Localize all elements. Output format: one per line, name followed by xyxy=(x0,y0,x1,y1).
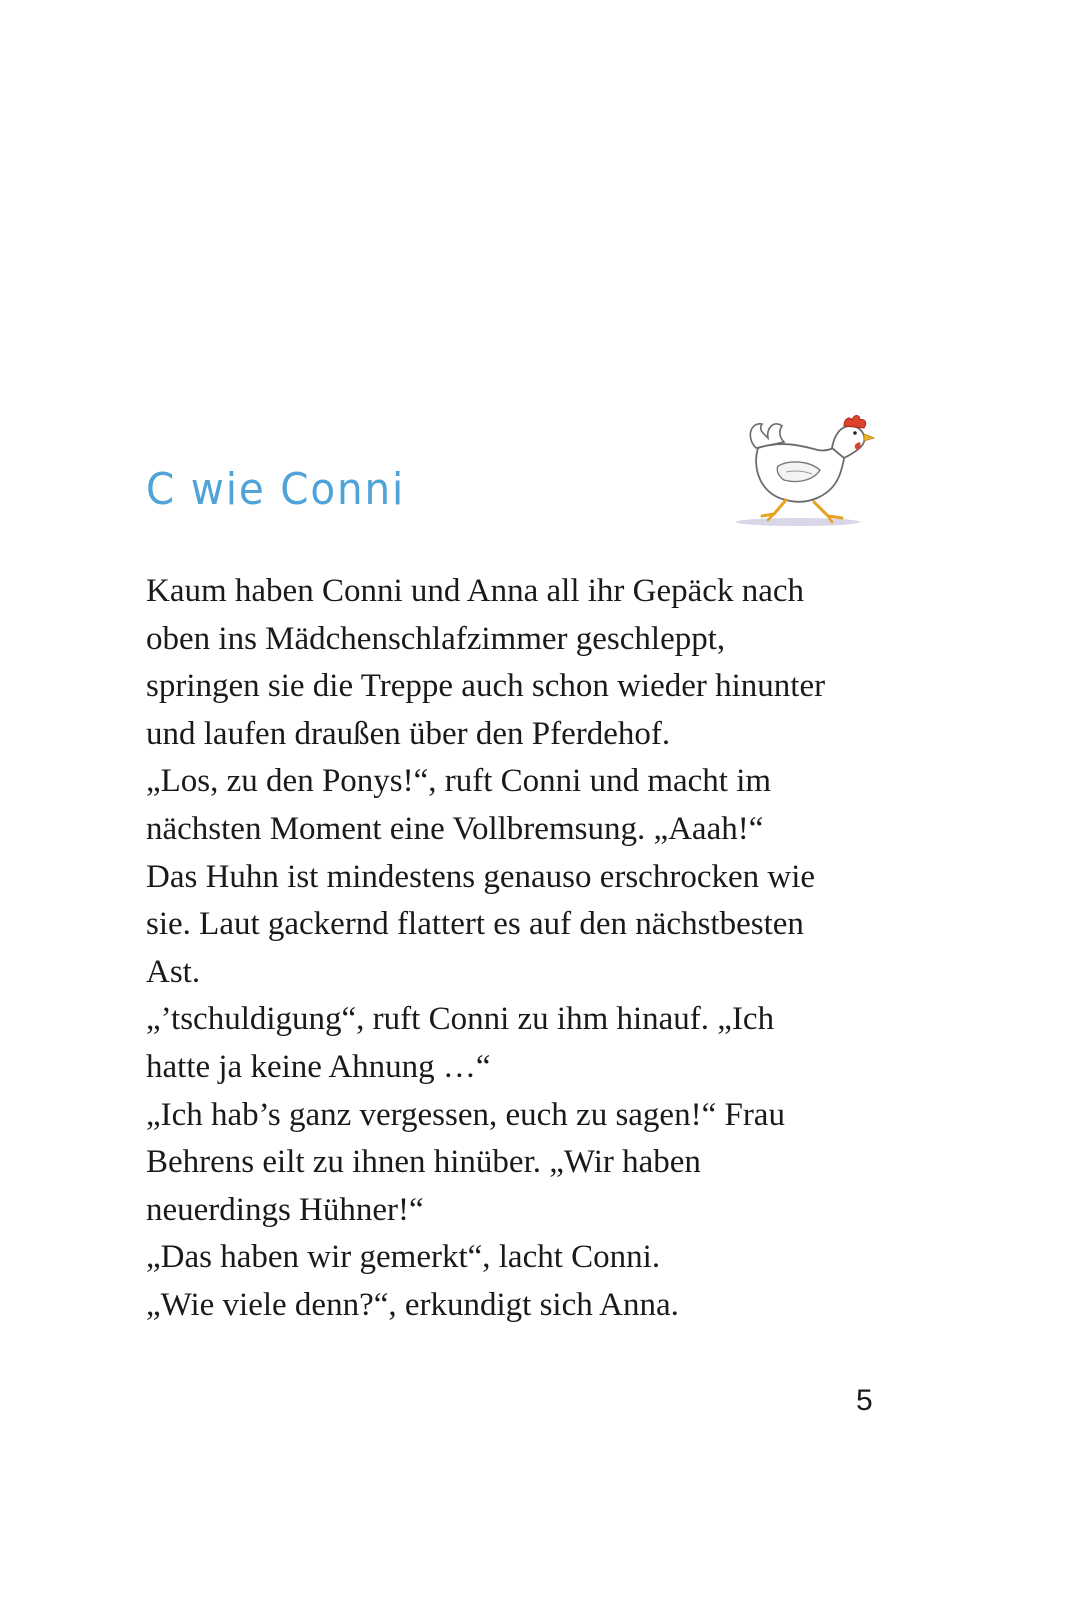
text-line: hatte ja keine Ahnung …“ xyxy=(146,1048,491,1085)
text-line: und laufen draußen über den Pferdehof. xyxy=(146,715,671,752)
text-line: „Los, zu den Ponys!“, ruft Conni und macht im xyxy=(146,763,772,800)
hen-icon xyxy=(728,408,876,534)
text-line: neuerdings Hühner!“ xyxy=(146,1191,424,1228)
text-line: „Das haben wir gemerkt“, lacht Conni. xyxy=(146,1239,661,1276)
text-line: „’tschuldigung“, ruft Conni zu ihm hinauf. „Ich xyxy=(146,1001,775,1038)
chapter-body xyxy=(146,568,906,1330)
page-number: 5 xyxy=(856,1384,873,1417)
chapter-title: C wie Conni xyxy=(146,464,406,515)
text-line: sie. Laut gackernd flattert es auf den nächstbesten xyxy=(146,906,804,943)
text-line: Kaum haben Conni und Anna all ihr Gepäck nach xyxy=(146,573,804,609)
text-line: nächsten Moment eine Vollbremsung. „Aaah!“ xyxy=(146,810,764,847)
text-line: Behrens eilt zu ihnen hinüber. „Wir haben xyxy=(146,1144,701,1181)
text-line: „Ich hab’s ganz vergessen, euch zu sagen!“ Frau xyxy=(146,1096,785,1133)
text-line: springen sie die Treppe auch schon wieder hinunter xyxy=(146,668,826,705)
text-line: oben ins Mädchenschlafzimmer geschleppt, xyxy=(146,620,726,657)
text-line: Ast. xyxy=(146,953,201,990)
text-line: „Wie viele denn?“, erkundigt sich Anna. xyxy=(146,1286,679,1323)
text-line: Das Huhn ist mindestens genauso erschrocken wie xyxy=(146,858,816,895)
